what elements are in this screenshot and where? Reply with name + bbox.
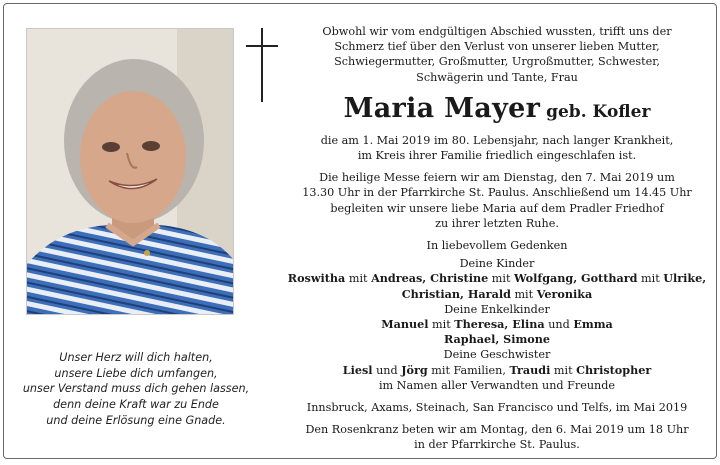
connector-text: mit: [488, 272, 515, 286]
grandchildren-line: [282, 317, 712, 332]
siblings-line: [282, 363, 712, 378]
mass-line: 13.30 Uhr in der Pfarrkirche St. Paulus. Anschließend um 14.45 Uhr: [302, 186, 692, 200]
death-line: im Kreis ihrer Familie friedlich eingeschlafen ist.: [357, 149, 637, 163]
places-date-line: [282, 400, 712, 415]
poem-line: Unser Herz will dich halten,: [59, 351, 213, 364]
family-name: Emma: [573, 317, 613, 332]
places-date: Innsbruck, Axams, Steinach, San Francisco und Telfs, im Mai 2019: [306, 401, 688, 415]
poem: [22, 350, 250, 429]
mourners-section: [282, 238, 712, 393]
family-name: Jörg: [401, 362, 428, 377]
connector-text: mit: [510, 287, 537, 301]
children-line: [282, 287, 712, 302]
relatives-line: im Namen aller Verwandten und Freunde: [378, 378, 616, 392]
mass-line: begleiten wir unsere liebe Maria auf dem Pradler Friedhof: [330, 201, 664, 215]
connector-text: mit: [637, 272, 664, 286]
death-line: die am 1. Mai 2019 im 80. Lebensjahr, nach langer Krankheit,: [320, 133, 674, 147]
poem-line: und deine Erlösung eine Gnade.: [46, 413, 226, 427]
intro-line: Schmerz tief über den Verlust von unserer lieben Mutter,: [334, 40, 660, 54]
mass-line: zu ihrer letzten Ruhe.: [435, 216, 559, 230]
family-name: Roswitha: [287, 271, 346, 286]
poem-line: denn deine Kraft war zu Ende: [53, 398, 219, 412]
intro-line: Schwiegermutter, Großmutter, Urgroßmutter, Schwester,: [334, 55, 660, 69]
obituary-card: [3, 3, 717, 459]
children-label: Deine Kinder: [459, 257, 535, 271]
rosary-paragraph: [282, 422, 712, 452]
connector-text: mit: [550, 363, 577, 377]
poem-line: unsere Liebe dich umfangen,: [54, 366, 218, 380]
family-name: Theresa, Elina: [454, 317, 545, 332]
mass-paragraph: [282, 170, 712, 231]
connector-text: und: [544, 318, 574, 332]
connector-text: und: [372, 363, 402, 377]
cross-icon: [242, 28, 282, 102]
obituary-text: [282, 22, 712, 453]
death-paragraph: [282, 133, 712, 163]
intro-line: Schwägerin und Tante, Frau: [416, 70, 578, 84]
remembrance-line: In liebevollem Gedenken: [426, 239, 568, 253]
rosary-line: Den Rosenkranz beten wir am Montag, den 6. Mai 2019 um 18 Uhr: [305, 423, 689, 437]
rosary-line: in der Pfarrkirche St. Paulus.: [414, 438, 580, 452]
family-name: Wolfgang, Gotthard: [514, 271, 638, 286]
deceased-name-line: [282, 92, 712, 126]
birth-name: geb. Kofler: [546, 101, 651, 122]
grandchildren-line: [282, 332, 712, 347]
family-name: Traudi: [509, 362, 551, 377]
siblings-label: Deine Geschwister: [443, 348, 551, 362]
family-name: Christopher: [576, 362, 652, 377]
connector-text: mit: [345, 272, 372, 286]
family-name: Ulrike,: [663, 271, 707, 286]
poem-line: unser Verstand muss dich gehen lassen,: [22, 382, 250, 396]
portrait-illustration: [27, 29, 233, 314]
family-name: Andreas, Christine: [371, 271, 489, 286]
family-name: Raphael, Simone: [443, 332, 551, 347]
grandchildren-label: Deine Enkelkinder: [444, 302, 550, 316]
portrait-photo: [26, 28, 234, 315]
deceased-name: Maria Mayer: [343, 92, 541, 124]
mass-line: Die heilige Messe feiern wir am Dienstag, den 7. Mai 2019 um: [319, 171, 675, 185]
intro-line: Obwohl wir vom endgültigen Abschied wussten, trifft uns der: [322, 25, 672, 38]
connector-text: mit Familien,: [427, 363, 510, 377]
family-name: Manuel: [381, 317, 429, 332]
children-line: [282, 271, 712, 286]
family-name: Liesl: [342, 362, 373, 377]
intro-paragraph: [282, 24, 712, 85]
family-name: Veronika: [536, 286, 593, 301]
connector-text: mit: [428, 318, 455, 332]
family-name: Christian, Harald: [401, 286, 511, 301]
